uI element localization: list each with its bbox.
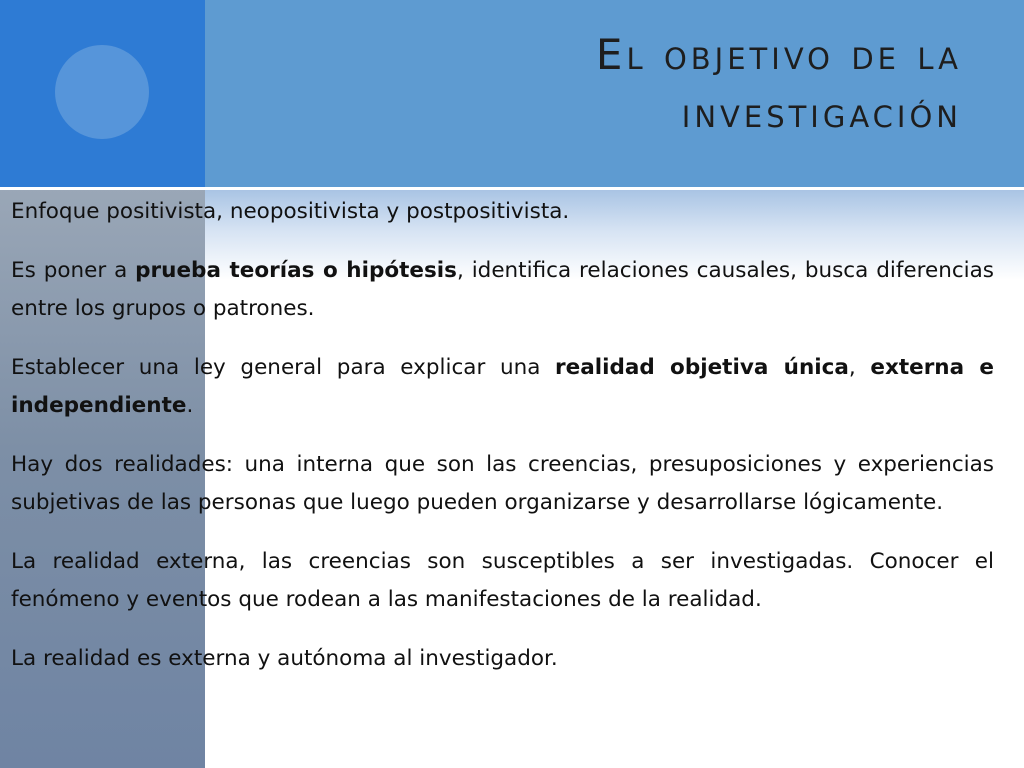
paragraph-text: , [848,355,871,380]
slide-title: El objetivo de la investigación [595,30,962,137]
decorative-circle [55,45,149,139]
body-paragraph [11,193,994,231]
emphasis-text: externa e independiente [11,355,995,418]
paragraph-text: Hay dos realidades: una interna que son las creencias, presuposiciones y experiencias subjetivas de las personas que luego pueden organizarse y desarrollarse lógicamente. [11,452,994,515]
paragraph-text: Enfoque positivista, neopositivista y postpositivista. [11,199,570,224]
body-paragraph [11,446,994,522]
title-bar [205,0,1024,187]
slide-body [11,193,994,699]
emphasis-text: prueba teorías o hipótesis [135,258,457,283]
emphasis-text: realidad objetiva única [555,355,849,380]
paragraph-text: Es poner a [11,258,136,283]
paragraph-text: La realidad es externa y autónoma al investigador. [11,646,558,671]
body-paragraph [11,349,994,425]
body-paragraph [11,640,994,678]
paragraph-text: , identifica relaciones causales, busca diferencias entre los grupos o patrones. [11,258,995,321]
paragraph-text: . [186,393,194,418]
paragraph-text: Establecer una ley general para explicar una [11,355,556,380]
body-paragraph [11,543,994,619]
body-paragraph [11,252,994,328]
paragraph-text: La realidad externa, las creencias son susceptibles a ser investigadas. Conocer el fenómeno y eventos que rodean a las manifestaciones de la realidad. [11,549,994,612]
